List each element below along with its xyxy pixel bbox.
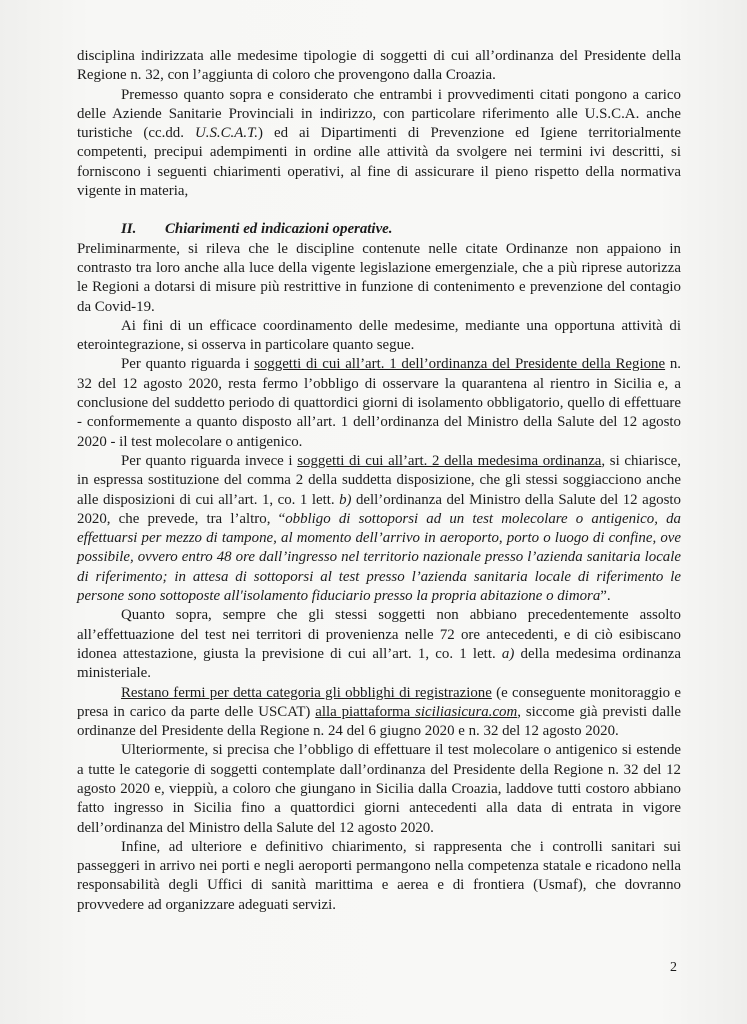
underlined-text: alla piattaforma <box>315 703 416 720</box>
page-number: 2 <box>670 960 677 975</box>
section-heading <box>77 220 681 239</box>
italic-text: a) <box>501 645 515 662</box>
underlined-text: Restano fermi per detta categoria gli obblighi di registrazione <box>121 684 492 701</box>
section-number: II. <box>121 221 137 238</box>
paragraph <box>77 606 681 683</box>
underlined-text: soggetti di cui all’art. 2 della medesima ordinanza <box>297 452 602 469</box>
paragraph <box>77 317 681 356</box>
text-run: , si chiarisce, in espressa sostituzione del comma 2 della suddetta disposizione, che gli stessi soggiacciono anche alle disposizioni di cui all’art. 1, co. 1 lett. <box>77 452 681 508</box>
text-run: (e conseguente monitoraggio e presa in carico da parte delle USCAT) <box>77 684 681 720</box>
text-run: della medesima ordinanza ministeriale. <box>77 645 681 682</box>
text-run: ) ed ai Dipartimenti di Prevenzione ed Igiene territorialmente competenti, precipui adempimenti in ordine alle attività da svolgere nei termini ivi descritti, si forniscono i seguenti chiarimenti operativi, al fine di assicurare il pieno rispetto della normativa vigente in materia, <box>77 125 681 200</box>
italic-text: obbligo di sottoporsi ad un test molecolare o antigenico, da effettuarsi per mezzo di tampone, al momento dell’arrivo in aeroporto, porto o luogo di confine, ove possibile, ovvero entro 48 ore dall’ingresso nel territorio nazionale presso l’azienda sanitaria locale di riferimento; in attesa di sottoporsi al test presso l’azienda sanitaria locale di riferimento le persone sono sottoposte all'isolamento fiduciario presso la propria abitazione o dimora <box>77 510 681 605</box>
text-run: disciplina indirizzata alle medesime tipologie di soggetti di cui all’ordinanza del Presidente della Regione n. 32, con l’aggiunta di coloro che provengono dalla Croazia. <box>77 48 681 84</box>
text-run: Quanto sopra, sempre che gli stessi soggetti non abbiano precedentemente assolto all’effettuazione del test nei territori di provenienza nelle 72 ore antecedenti, e di ciò esibiscano idonea attestazione, giusta la previsione di cui all’art. 1, co. 1 lett. <box>77 607 681 662</box>
paragraph <box>77 86 681 202</box>
text-run: Infine, ad ulteriore e definitivo chiarimento, si rappresenta che i controlli sanitari sui passeggeri in arrivo nei porti e negli aeroporti permangono nella competenza statale e ricadono nella responsabilità degli Uffici di sanità marittima e aerea e di frontiera (Usmaf), che dovranno provvedere ad organizzare adeguati servizi. <box>77 838 681 913</box>
underlined-text: soggetti di cui all’art. 1 dell’ordinanza del Presidente della Regione <box>254 356 666 373</box>
text-run: ”. <box>600 588 611 605</box>
paragraph-spacer <box>77 201 681 220</box>
text-run: Preliminarmente, si rileva che le discipline contenute nelle citate Ordinanze non appaiono in contrasto tra loro anche alla luce della vigente legislazione emergenziale, che a più riprese autorizza le Regioni a dotarsi di misure più restrittive in funzione di contenimento e prevenzione del contagio da Covid-19. <box>77 240 681 315</box>
text-run: Per quanto riguarda i <box>121 356 255 373</box>
text-run: Ulteriormente, si precisa che l’obbligo di effettuare il test molecolare o antigenico si estende a tutte le categorie di soggetti contemplate dall’ordinanza del Presidente della Regione n. 32 del 12 agosto 2020 e, vieppiù, a coloro che giungano in Sicilia dalla Croazia, laddove tutti costoro abbiano fatto ingresso in Sicilia fino a quattordici giorni antecedenti alla data di entrata in vigore dell’ordinanza del Ministro della Salute del 12 agosto 2020. <box>77 742 681 836</box>
paragraph <box>77 741 681 837</box>
paragraph <box>77 47 681 86</box>
text-run: Chiarimenti ed indicazioni operative. <box>165 221 393 238</box>
text-run: Ai fini di un efficace coordinamento delle medesime, mediante una opportuna attività di eterointegrazione, si osserva in particolare quanto segue. <box>77 317 681 354</box>
underlined-text: siciliasicura.com <box>415 703 518 720</box>
paragraph <box>77 355 681 451</box>
text-run: Premesso quanto sopra e considerato che entrambi i provvedimenti citati pongono a carico delle Aziende Sanitarie Provinciali in indirizzo, con particolare riferimento alle U.S.C.A. anche turistiche (cc.dd. <box>77 86 681 142</box>
italic-text: U.S.C.A.T. <box>194 125 258 142</box>
text-run: , siccome già previsti dalle ordinanze del Presidente della Regione n. 24 del 6 giugno 2020 e n. 32 del 12 agosto 2020. <box>77 703 681 740</box>
paragraph <box>77 684 681 742</box>
document-body <box>77 47 681 915</box>
text-run: dell’ordinanza del Ministro della Salute del 12 agosto 2020, che prevede, tra l’altro, “ <box>77 491 681 527</box>
text-run: n. 32 del 12 agosto 2020, resta fermo l’obbligo di osservare la quarantena al rientro in Sicilia e, a conclusione del suddetto periodo di quattordici giorni di isolamento obbligatorio, quello di effettuare - conformemente a quanto disposto all’art. 1 dell’ordinanza del Ministro della Salute del 12 agosto 2020 - il test molecolare o antigenico. <box>77 356 681 450</box>
paragraph <box>77 452 681 606</box>
paragraph <box>77 838 681 915</box>
italic-text: b) <box>339 491 352 508</box>
paragraph <box>77 240 681 317</box>
text-run: Per quanto riguarda invece i <box>121 452 298 469</box>
